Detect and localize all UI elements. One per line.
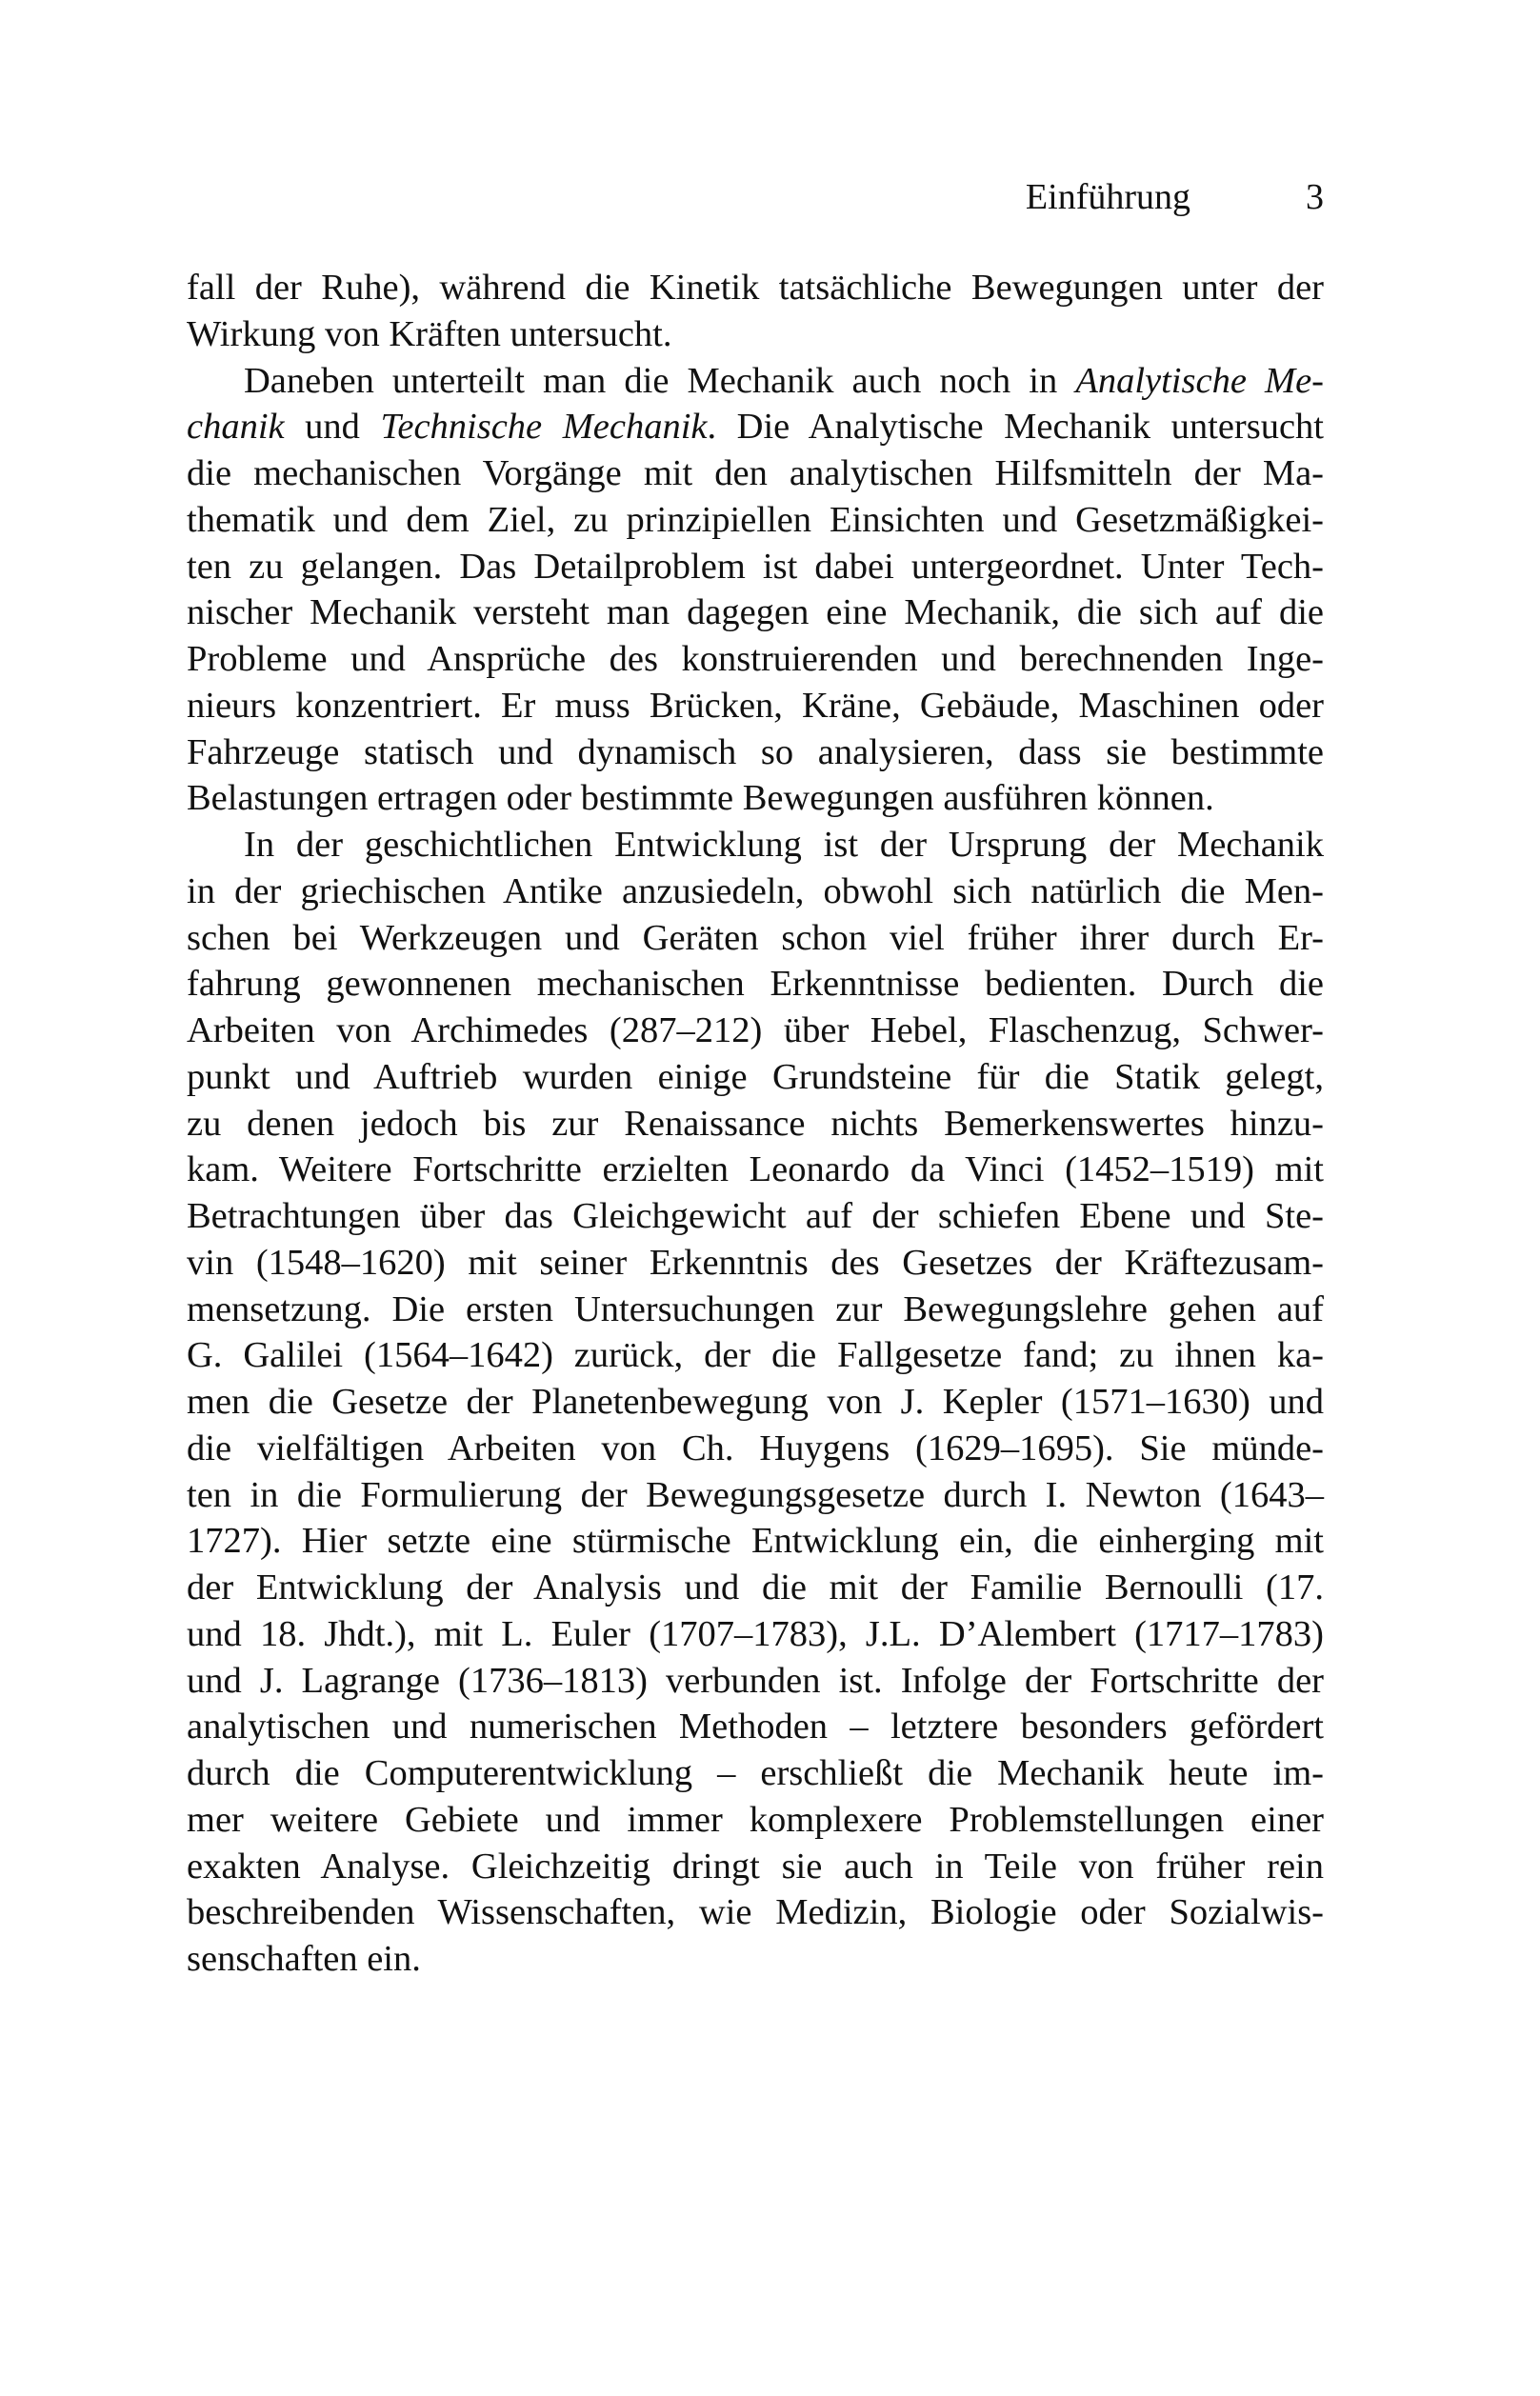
text-line bbox=[187, 1008, 1324, 1054]
running-head bbox=[187, 173, 1324, 221]
text-run: fahrung gewonnenen mechanischen Erkenntnisse bedienten. Durch die bbox=[187, 964, 1324, 1005]
text-line bbox=[187, 497, 1324, 544]
text-line bbox=[187, 1332, 1324, 1379]
text-run: Betrachtungen über das Gleichgewicht auf der schiefen Ebene und Ste- bbox=[187, 1196, 1324, 1236]
text-run: ten zu gelangen. Das Detailproblem ist dabei untergeordnet. Unter Tech- bbox=[187, 546, 1324, 587]
text-run: vin (1548–1620) mit seiner Erkenntnis des Gesetzes der Kräftezusam- bbox=[187, 1242, 1324, 1283]
text-run: exakten Analyse. Gleichzeitig dringt sie auch in Teile von früher rein bbox=[187, 1846, 1324, 1887]
text-line bbox=[187, 961, 1324, 1008]
text-run: Daneben unterteilt man die Mechanik auch noch in bbox=[244, 360, 1076, 401]
text-line bbox=[187, 1565, 1324, 1611]
text-run: schen bei Werkzeugen und Geräten schon viel früher ihrer durch Er- bbox=[187, 917, 1324, 958]
text-run: und 18. Jhdt.), mit L. Euler (1707–1783), J.L. D’Alembert (1717–1783) bbox=[187, 1613, 1324, 1654]
text-line bbox=[187, 636, 1324, 683]
text-line bbox=[187, 1287, 1324, 1333]
text-run: die mechanischen Vorgänge mit den analytischen Hilfsmitteln der Ma- bbox=[187, 453, 1324, 493]
text-line bbox=[187, 1704, 1324, 1750]
text-line bbox=[187, 915, 1324, 962]
text-line bbox=[187, 589, 1324, 636]
text-line bbox=[187, 358, 1324, 405]
text-line bbox=[187, 1844, 1324, 1890]
text-run: Arbeiten von Archimedes (287–212) über Hebel, Flaschenzug, Schwer- bbox=[187, 1010, 1324, 1050]
text-run: ten in die Formulierung der Bewegungsgesetze durch I. Newton (1643– bbox=[187, 1474, 1324, 1515]
paragraph bbox=[187, 358, 1324, 823]
text-run: der Entwicklung der Analysis und die mit der Familie Bernoulli (17. bbox=[187, 1567, 1324, 1607]
text-run: Fahrzeuge statisch und dynamisch so analysieren, dass sie bestimmte bbox=[187, 731, 1324, 772]
text-run: . Die Analytische Mechanik untersucht bbox=[707, 407, 1324, 448]
text-line bbox=[187, 1750, 1324, 1797]
italic-term: Analytische Me- bbox=[1075, 360, 1324, 401]
text-run: in der griechischen Antike anzusiedeln, obwohl sich natürlich die Men- bbox=[187, 870, 1324, 911]
text-run: Wirkung von Kräften untersucht. bbox=[187, 313, 672, 354]
text-line bbox=[187, 1379, 1324, 1426]
text-run: beschreibenden Wissenschaften, wie Medizin, Biologie oder Sozialwis- bbox=[187, 1892, 1324, 1933]
text-run: men die Gesetze der Planetenbewegung von J. Kepler (1571–1630) und bbox=[187, 1382, 1324, 1422]
text-line bbox=[187, 1240, 1324, 1287]
text-run: die vielfältigen Arbeiten von Ch. Huygens (1629–1695). Sie münde- bbox=[187, 1428, 1324, 1468]
text-run: kam. Weitere Fortschritte erzielten Leonardo da Vinci (1452–1519) mit bbox=[187, 1149, 1324, 1190]
text-run: analytischen und numerischen Methoden – letztere besonders gefördert bbox=[187, 1707, 1324, 1747]
text-line bbox=[187, 1472, 1324, 1519]
page-number: 3 bbox=[1306, 177, 1324, 217]
text-line bbox=[187, 822, 1324, 869]
text-line bbox=[187, 1193, 1324, 1240]
text-line bbox=[187, 265, 1324, 311]
text-line bbox=[187, 1054, 1324, 1101]
italic-term: chanik bbox=[187, 407, 285, 448]
text-run: punkt und Auftrieb wurden einige Grundsteine für die Statik gelegt, bbox=[187, 1056, 1324, 1097]
text-line bbox=[187, 311, 1324, 358]
text-line bbox=[187, 1936, 1324, 1983]
text-line bbox=[187, 1658, 1324, 1705]
text-run: nieurs konzentriert. Er muss Brücken, Kräne, Gebäude, Maschinen oder bbox=[187, 685, 1324, 726]
text-run: Belastungen ertragen oder bestimmte Bewegungen ausführen können. bbox=[187, 778, 1214, 819]
running-head-title: Einführung bbox=[1025, 177, 1190, 217]
text-run: und J. Lagrange (1736–1813) verbunden ist. Infolge der Fortschritte der bbox=[187, 1660, 1324, 1701]
text-line bbox=[187, 869, 1324, 915]
text-run: mer weitere Gebiete und immer komplexere Problemstellungen einer bbox=[187, 1799, 1324, 1840]
text-line bbox=[187, 544, 1324, 590]
text-line bbox=[187, 450, 1324, 497]
text-run: 1727). Hier setzte eine stürmische Entwicklung ein, die einherging mit bbox=[187, 1521, 1324, 1562]
text-line bbox=[187, 729, 1324, 776]
text-line bbox=[187, 1797, 1324, 1844]
text-line bbox=[187, 775, 1324, 822]
text-run: fall der Ruhe), während die Kinetik tatsächliche Bewegungen unter der bbox=[187, 268, 1324, 308]
paragraph bbox=[187, 265, 1324, 358]
text-run: zu denen jedoch bis zur Renaissance nichts Bemerkenswertes hinzu- bbox=[187, 1103, 1324, 1144]
text-run: G. Galilei (1564–1642) zurück, der die Fallgesetze fand; zu ihnen ka- bbox=[187, 1335, 1324, 1376]
text-line bbox=[187, 1101, 1324, 1148]
paragraph bbox=[187, 822, 1324, 1983]
text-run: und bbox=[284, 407, 381, 448]
text-line bbox=[187, 1518, 1324, 1565]
italic-term: Technische Mechanik bbox=[380, 407, 708, 448]
text-line bbox=[187, 683, 1324, 729]
body-text bbox=[187, 265, 1324, 1983]
text-line bbox=[187, 1426, 1324, 1472]
text-run: In der geschichtlichen Entwicklung ist der Ursprung der Mechanik bbox=[244, 825, 1324, 865]
text-run: durch die Computerentwicklung – erschließt die Mechanik heute im- bbox=[187, 1753, 1324, 1793]
text-line bbox=[187, 404, 1324, 450]
text-run: mensetzung. Die ersten Untersuchungen zur Bewegungslehre gehen auf bbox=[187, 1288, 1324, 1329]
text-run: nischer Mechanik versteht man dagegen eine Mechanik, die sich auf die bbox=[187, 592, 1324, 633]
text-line bbox=[187, 1889, 1324, 1936]
text-line bbox=[187, 1611, 1324, 1658]
text-run: senschaften ein. bbox=[187, 1939, 421, 1979]
text-run: thematik und dem Ziel, zu prinzipiellen Einsichten und Gesetzmäßigkei- bbox=[187, 499, 1324, 540]
text-run: Probleme und Ansprüche des konstruierenden und berechnenden Inge- bbox=[187, 639, 1324, 679]
text-line bbox=[187, 1147, 1324, 1193]
